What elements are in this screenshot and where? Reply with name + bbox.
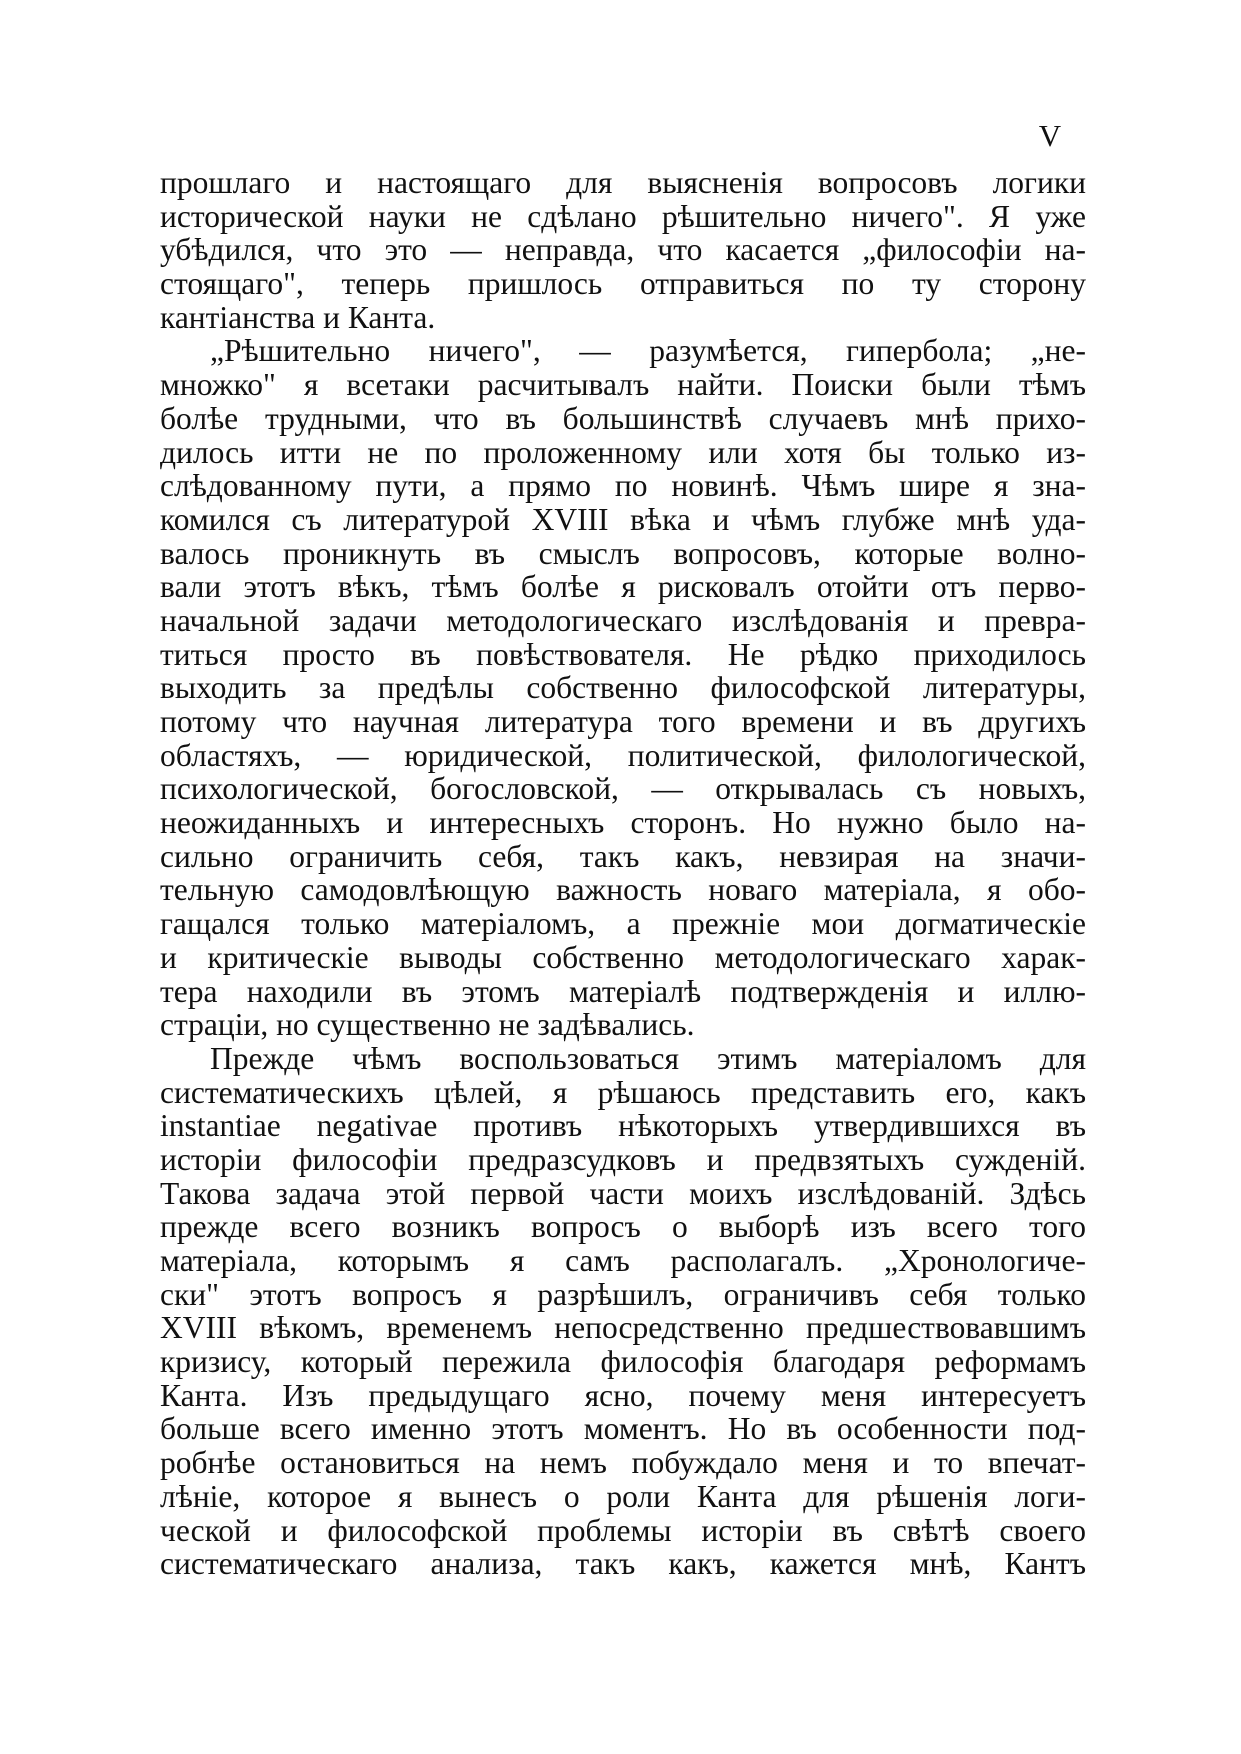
text-line: и критическіе выводы собственно методологическаго харак-	[160, 939, 1086, 975]
text-line: кантіанства и Канта.	[160, 299, 436, 335]
text-line: систематическихъ цѣлей, я рѣшаюсь представить его, какъ	[160, 1074, 1086, 1110]
text-line: кризису, который пережила философія благодаря реформамъ	[160, 1344, 1086, 1380]
text-line: комился съ литературой XVIII вѣка и чѣмъ глубже мнѣ уда-	[160, 501, 1086, 537]
text-line: XVIII вѣкомъ, временемъ непосредственно предшествовавшимъ	[160, 1310, 1086, 1346]
text-line: Канта. Изъ предыдущаго ясно, почему меня интересуетъ	[160, 1377, 1086, 1413]
text-line: матеріала, которымъ я самъ располагалъ. „Хронологиче-	[160, 1243, 1086, 1278]
text-line: валось проникнуть въ смыслъ вопросовъ, которые волно-	[160, 535, 1086, 571]
text-line: сильно ограничить себя, такъ какъ, невзирая на значи-	[160, 838, 1086, 874]
text-line: лѣніе, которое я вынесъ о роли Канта для рѣшенія логи-	[160, 1478, 1086, 1514]
text-line: тельную самодовлѣющую важность новаго матеріала, я обо-	[160, 872, 1086, 908]
text-line: титься просто въ повѣствователя. Не рѣдко приходилось	[160, 636, 1086, 672]
text-line: робнѣе остановиться на немъ побуждало меня и то впечат-	[160, 1445, 1086, 1481]
text-line: Прежде чѣмъ воспользоваться этимъ матеріаломъ для	[210, 1040, 1086, 1076]
text-line: болѣе трудными, что въ большинствѣ случаевъ мнѣ прихо-	[160, 400, 1086, 436]
text-line: instantiae negativae противъ нѣкоторыхъ утвердившихся въ	[160, 1108, 1086, 1144]
text-line: страціи, но существенно не задѣвались.	[160, 1007, 695, 1043]
text-line: исторіи философіи предразсудковъ и предвзятыхъ сужденій.	[160, 1141, 1086, 1177]
text-line: ческой и философской проблемы исторіи въ свѣтѣ своего	[160, 1512, 1086, 1548]
text-line: убѣдился, что это — неправда, что касается „философіи на-	[160, 232, 1086, 268]
text-line: „Рѣшительно ничего", — разумѣется, гипербола; „не-	[210, 333, 1086, 369]
text-line: ски" этотъ вопросъ я разрѣшилъ, ограничивъ себя только	[160, 1276, 1086, 1312]
page-number: V	[1038, 118, 1062, 153]
body-text	[160, 166, 1086, 1581]
text-line: выходить за предѣлы собственно философской литературы,	[160, 670, 1086, 706]
text-line: начальной задачи методологическаго изслѣдованія и превра-	[160, 602, 1086, 638]
text-line: стоящаго", теперь пришлось отправиться по ту сторону	[160, 266, 1086, 302]
text-line: прежде всего возникъ вопросъ о выборѣ изъ всего того	[160, 1209, 1086, 1245]
text-line: множко" я всетаки расчитывалъ найти. Поиски были тѣмъ	[160, 367, 1086, 403]
text-line: тера находили въ этомъ матеріалѣ подтвержденія и иллю-	[160, 973, 1086, 1009]
text-line: прошлаго и настоящаго для выясненія вопросовъ логики	[160, 165, 1086, 200]
text-line: неожиданныхъ и интересныхъ сторонъ. Но нужно было на-	[160, 805, 1086, 841]
text-line: исторической науки не сдѣлано рѣшительно ничего". Я уже	[160, 198, 1086, 234]
text-line: гащался только матеріаломъ, а прежніе мои догматическіе	[160, 906, 1086, 942]
text-line: больше всего именно этотъ моментъ. Но въ особенности под-	[160, 1411, 1086, 1447]
text-line: Такова задача этой первой части моихъ изслѣдованій. Здѣсь	[160, 1175, 1086, 1211]
text-line: психологической, богословской, — открывалась съ новыхъ,	[160, 771, 1086, 807]
text-line: областяхъ, — юридической, политической, филологической,	[160, 737, 1086, 773]
text-line: вали этотъ вѣкъ, тѣмъ болѣе я рисковалъ отойти отъ перво-	[160, 569, 1086, 605]
text-line: потому что научная литература того времени и въ другихъ	[160, 704, 1086, 739]
text-line: систематическаго анализа, такъ какъ, кажется мнѣ, Кантъ	[160, 1546, 1086, 1582]
text-line: слѣдованному пути, а прямо по новинѣ. Чѣмъ шире я зна-	[160, 468, 1086, 504]
text-line: дилось итти не по проложенному или хотя бы только из-	[160, 434, 1086, 470]
